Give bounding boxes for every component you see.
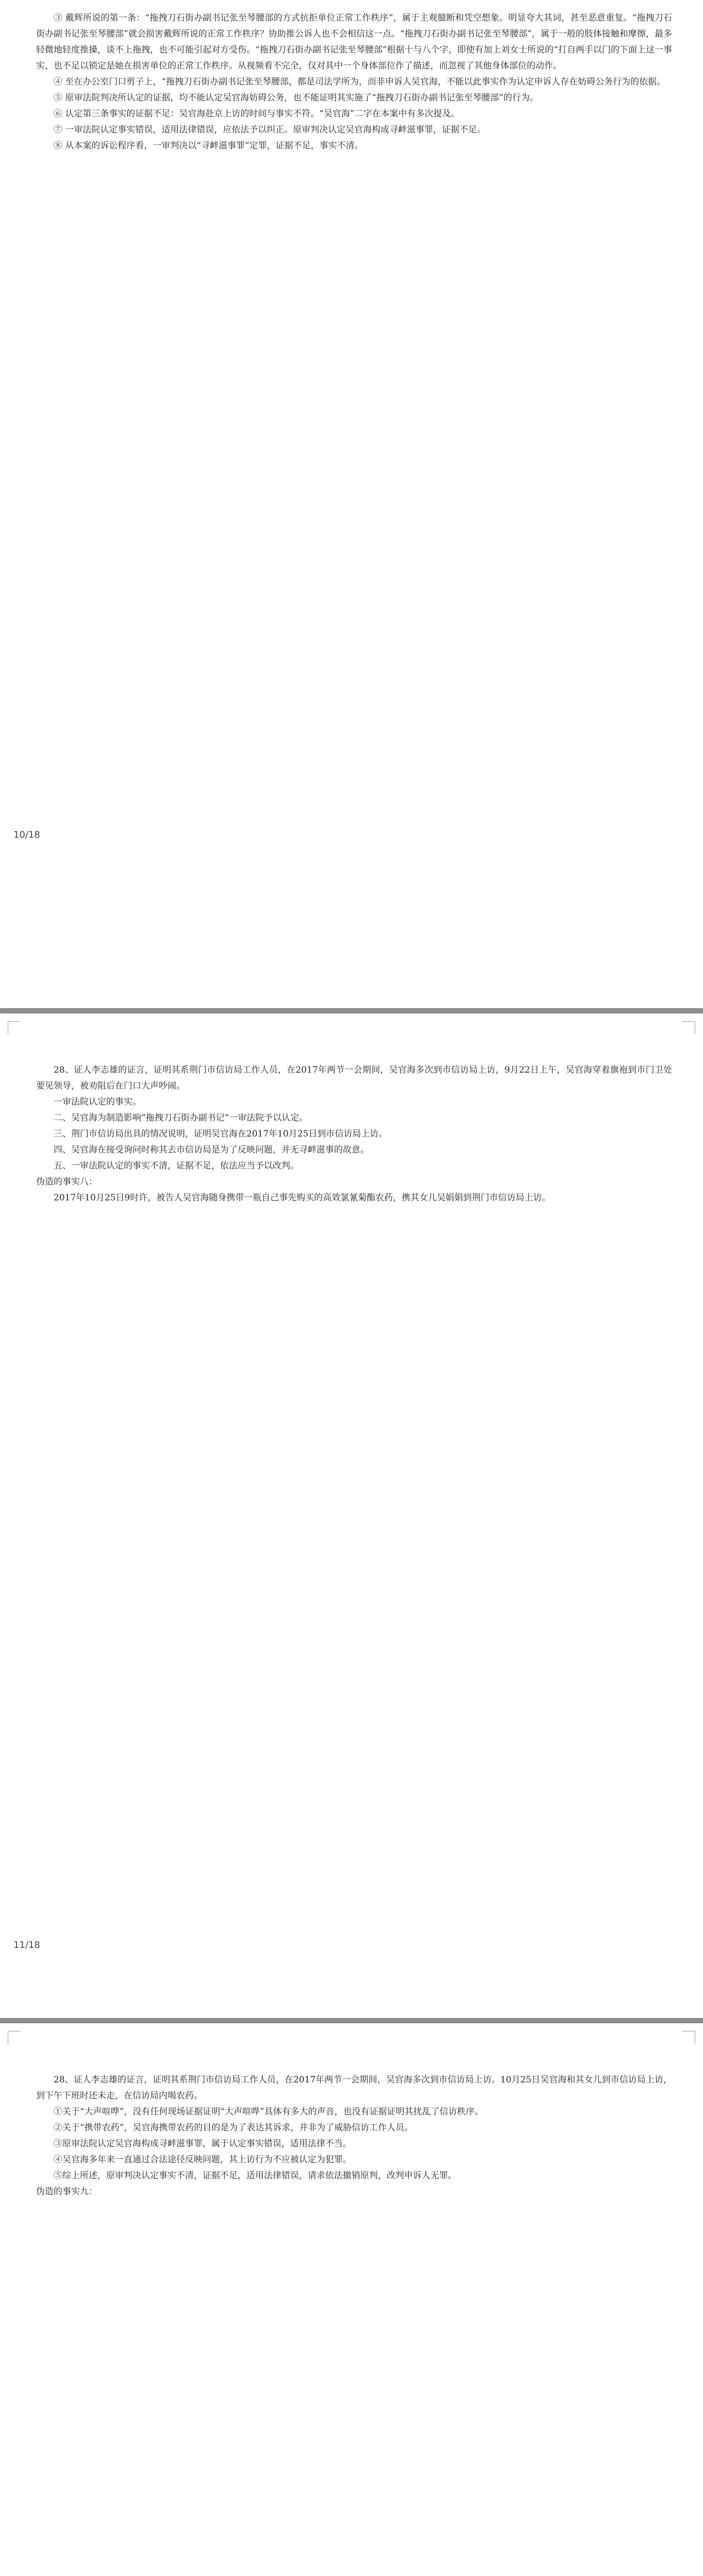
- paragraph: 四、吴官海在接受询问时称其去市信访局是为了反映问题，并无寻衅滋事的故意。: [54, 1145, 369, 1155]
- document-page-11: [0, 1013, 703, 2018]
- page-content: [36, 1062, 672, 1206]
- paragraph: ③ 戴辉所说的第一条：“拖拽刀石街办副书记张至琴腰部的方式抗拒单位正常工作秩序”，属于主观臆断和凭空想象。明显夸大其词，甚至恶意重复。“拖拽刀石街办副书记张至琴腰部”就会损害戴辉所说的正常工作秩序？协助推公诉人也不会相信这一点。“拖拽刀石街办副书记张至琴腰部”，属于一般的肢体接触和摩擦，最多轻微地轻度推搡，谈不上拖拽，也不可能引起对方受伤。“拖拽刀石街办副书记张至琴腰部”根据十与八个字，即使有加上刘女士所说的“打自两手以门的下面上这一事实，也不足以锁定是她在损害单位的正常工作秩序。从视频看不完全，仅对其中一个身体部位作了描述，而忽视了其他身体部位的动作。: [36, 13, 672, 71]
- paragraph: 28、证人李志雄的证言，证明其系荆门市信访局工作人员，在2017年两节一会期间，吴官海多次到市信访局上访，9月22日上午，吴官海穿着旗袍到市门卫处要见领导，被劝阻后在门口大声吵闹。: [36, 1065, 672, 1091]
- paragraph: 三、荆门市信访局出具的情况说明，证明吴官海在2017年10月25日到市信访局上访。: [54, 1129, 388, 1139]
- page-corner-mark: [8, 2031, 21, 2044]
- paragraph: 五、一审法院认定的事实不清，证据不足，依法应当予以改判。: [54, 1161, 299, 1171]
- page-corner-mark: [8, 1021, 21, 1034]
- paragraph: ⑧ 从本案的诉讼程序看，一审判决以“寻衅滋事罪”定罪，证据不足，事实不清。: [54, 141, 363, 151]
- paragraph: 28、证人李志雄的证言，证明其系荆门市信访局工作人员，在2017年两节一会期间，吴官海多次到市信访局上访。10月25日吴官海和其女儿到市信访局上访，到下午下班时还未走，在信访局内喝农药。: [36, 2075, 672, 2101]
- paragraph: 2017年10月25日9时许，被告人吴官海随身携带一瓶自己事先购买的高效氯氰菊酯农药，携其女儿吴娟娟到荆门市信访局上访。: [54, 1193, 551, 1203]
- paragraph: ④吴官海多年来一直通过合法途径反映问题，其上访行为不应被认定为犯罪。: [54, 2155, 352, 2165]
- section-heading: 伪造的事实九：: [36, 2187, 97, 2197]
- document-page-10: [0, 0, 703, 1008]
- paragraph: 二、吴官海为制造影响“拖拽刀石街办副书记”一审法院予以认定。: [54, 1113, 308, 1123]
- page-content: [36, 2072, 672, 2200]
- document-page-12: [0, 2023, 703, 2576]
- paragraph: ⑤ 原审法院判决所认定的证据，均不能认定吴官海妨碍公务，也不能证明其实施了“拖拽刀石街办副书记张至琴腰部”的行为。: [54, 93, 539, 103]
- paragraph: ②关于“携带农药”，吴官海携带农药的目的是为了表达其诉求，并非为了威胁信访工作人员。: [54, 2123, 413, 2133]
- paragraph: ⑦ 一审法院认定事实错误，适用法律错误，应依法予以纠正。原审判决认定吴官海构成寻衅滋事罪，证据不足。: [54, 125, 486, 135]
- paragraph: ④ 至在办公室门口剪子上，“拖拽刀石街办副书记张至琴腰部，都是司法学所为，而非申诉人吴官海，不能以此事实作为认定申诉人存在妨碍公务行为的依据。: [54, 77, 666, 87]
- paragraph: ③原审法院认定吴官海构成寻衅滋事罪，属于认定事实错误，适用法律不当。: [54, 2139, 352, 2149]
- section-heading: 伪造的事实八：: [36, 1177, 97, 1187]
- page-content: [36, 10, 672, 154]
- paragraph: ⑤综上所述，原审判决认定事实不清，证据不足，适用法律错误，请求依法撤销原判，改判申诉人无罪。: [54, 2171, 457, 2181]
- page-corner-mark: [682, 1021, 695, 1034]
- page-number: 10/18: [13, 829, 40, 840]
- paragraph: ①关于“大声喧哗”，没有任何现场证据证明“大声喧哗”具体有多大的声音，也没有证据证明其扰乱了信访秩序。: [54, 2107, 483, 2117]
- page-corner-mark: [682, 2031, 695, 2044]
- page-number: 11/18: [13, 1940, 40, 1951]
- paragraph: ⑥ 认定第三条事实的证据不足：吴官海赴京上访的时间与事实不符。“吴官海”二字在本案中有多次提及。: [54, 109, 460, 119]
- paragraph: 一审法院认定的事实。: [54, 1097, 141, 1107]
